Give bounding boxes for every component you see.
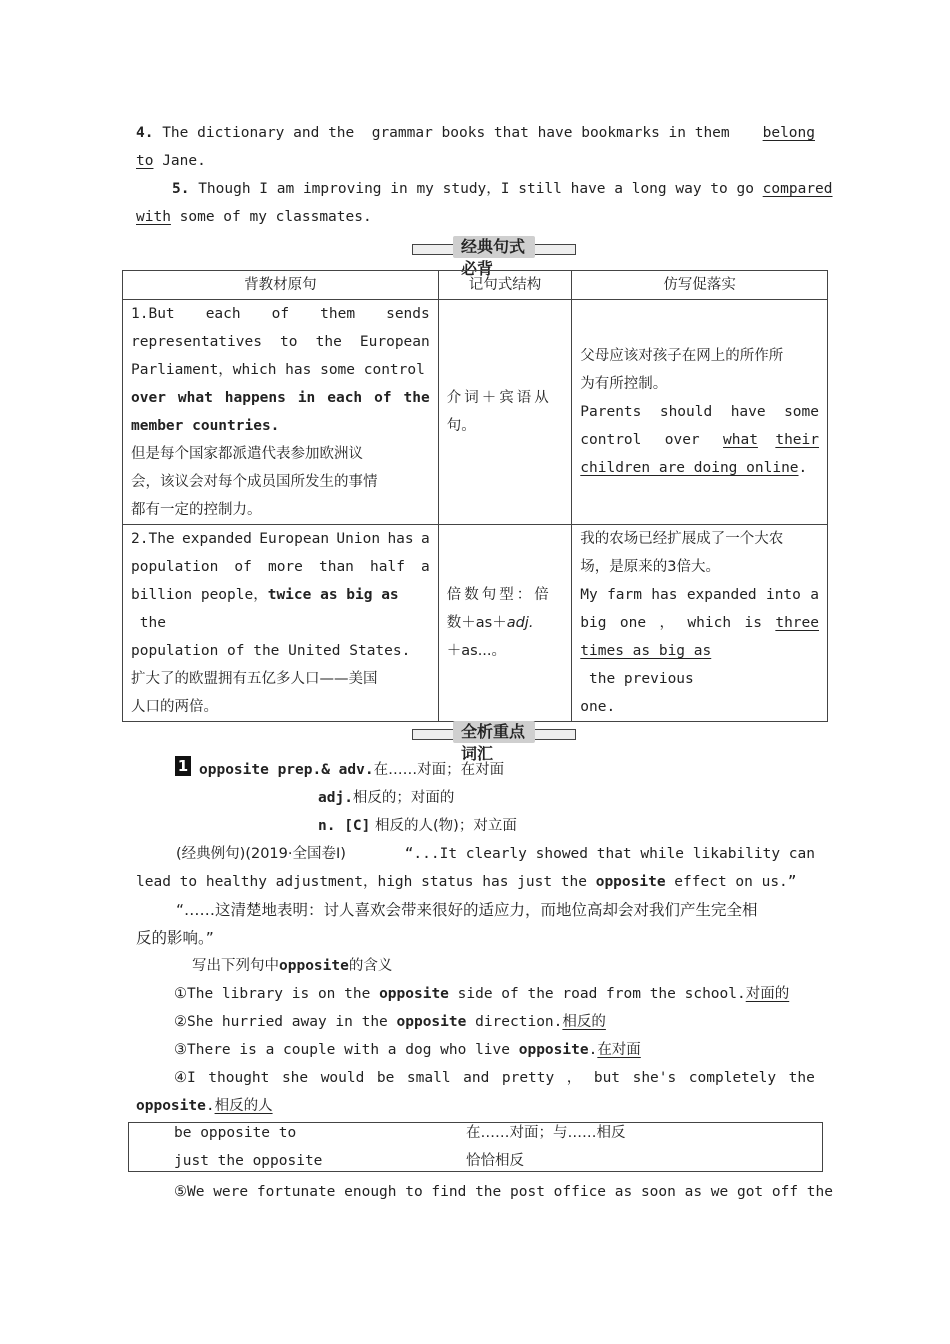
- exercise-4-line1: ④I thought she would be small and pretty ， but she's completely the: [174, 1070, 815, 1086]
- translation-line: 扩大了的欧盟拥有五亿多人口——美国: [131, 671, 378, 687]
- phrase-en: just the opposite: [174, 1153, 323, 1169]
- table-header-row: [123, 271, 828, 300]
- example-line1: [176, 840, 815, 868]
- practice-cell: [572, 525, 828, 722]
- practice-cn-line: 我的农场已经扩展成了一个大农: [580, 531, 784, 547]
- answer-text: times as big as: [580, 643, 712, 659]
- text-line: My farm has expanded into a: [580, 587, 819, 603]
- table-row: [123, 300, 828, 525]
- text-line: children are doing online.: [580, 460, 808, 476]
- exercise-3: ③There is a couple with a dog who live opposite.在对面: [174, 1042, 641, 1058]
- translation-line: 都有一定的控制力。: [131, 502, 262, 518]
- task-instruction: [192, 952, 392, 980]
- vocab-adj-line: [318, 784, 454, 812]
- text-line: population of the United States.: [131, 643, 411, 659]
- structure-line: ＋as...。: [446, 643, 507, 659]
- practice-cn-line: 父母应该对孩子在网上的所作所: [580, 348, 784, 364]
- example-label: (经典例句)(2019·全国卷Ⅰ): [176, 846, 346, 862]
- column-header: 仿写促落实: [572, 271, 828, 300]
- text-line-bold: over what happens in each of the: [131, 390, 430, 406]
- structure-line: 句。: [446, 418, 476, 434]
- structure-line: 倍数句型：倍: [446, 587, 552, 603]
- phrase-en: be opposite to: [174, 1125, 297, 1141]
- example-text: effect on us.”: [665, 874, 797, 890]
- text-line: 1.But each of them sends: [131, 306, 430, 322]
- text-line: 2.The expanded European Union has a: [131, 531, 430, 547]
- phrase-box: [128, 1122, 823, 1172]
- vocab-noun-line: [318, 812, 517, 840]
- answer-text: compared: [762, 181, 833, 197]
- part-of-speech: n. [C]: [318, 818, 371, 834]
- column-header: 记句式结构: [438, 271, 572, 300]
- phrase-cn: 恰恰相反: [466, 1153, 524, 1169]
- answer-text: with: [136, 209, 171, 225]
- original-sentence-cell: [123, 300, 439, 525]
- phrase-cn: 在……对面；与……相反: [466, 1125, 626, 1141]
- item-5-line1: [172, 175, 833, 203]
- practice-cn-line: 为有所控制。: [580, 376, 668, 392]
- section-title: 经典句式必背: [453, 236, 535, 258]
- text-line-bold: member countries.: [131, 418, 280, 434]
- structure-line: 数＋as＋adj.: [446, 615, 534, 631]
- original-sentence-cell: [123, 525, 439, 722]
- example-translation2: 反的影响。”: [136, 929, 214, 947]
- instruction-text: 的含义: [348, 958, 393, 974]
- section-banner-sentences: [412, 237, 576, 278]
- item-4-line2: [136, 147, 206, 175]
- answer-text: 相反的人: [214, 1098, 273, 1114]
- vocab-headword-line: [199, 756, 504, 784]
- text-line: population of more than half a: [131, 559, 430, 575]
- text-line: billion people，twice as big as the: [131, 587, 399, 631]
- translation-line: 人口的两倍。: [131, 699, 218, 715]
- keyword: opposite: [595, 874, 666, 890]
- section-banner-vocab: [412, 722, 576, 763]
- item-text: some of my classmates.: [170, 209, 372, 225]
- practice-cn-line: 场，是原来的3倍大。: [580, 559, 721, 575]
- vocab-number-badge: 1: [175, 756, 191, 776]
- text-line: big one ， which is three: [580, 609, 819, 637]
- section-title: 全析重点词汇: [453, 721, 535, 743]
- text-line: times as big as the previous: [580, 643, 712, 687]
- exercise-5: ⑤We were fortunate enough to find the post office as soon as we got off the: [174, 1184, 833, 1200]
- meaning: 相反的人(物)；对立面: [370, 818, 517, 834]
- structure-cell: [438, 300, 572, 525]
- answer-text: to: [136, 153, 154, 169]
- answer-text: 对面的: [745, 986, 790, 1002]
- part-of-speech: adj.: [318, 790, 353, 806]
- answer-text: three: [775, 615, 819, 631]
- answer-text: belong: [762, 125, 815, 141]
- example-translation1: “……这清楚地表明：讨人喜欢会带来很好的适应力，而地位高却会对我们产生完全相: [176, 901, 758, 919]
- exercise-2: ②She hurried away in the opposite direction.相反的: [174, 1014, 606, 1030]
- translation-line: 但是每个国家都派遣代表参加欧洲议: [131, 446, 363, 462]
- meaning: 相反的；对面的: [352, 790, 455, 806]
- column-header: 背教材原句: [123, 271, 439, 300]
- item-text: The dictionary and the grammar books that have bookmarks in them: [153, 125, 739, 141]
- table-row: [123, 525, 828, 722]
- text-line: representatives to the European: [131, 334, 430, 350]
- exercise-4-line2: opposite.相反的人: [136, 1098, 273, 1114]
- example-line2: [136, 868, 797, 896]
- text-line: one.: [580, 699, 616, 715]
- text-line: Parents should have some: [580, 404, 819, 420]
- item-number: 5.: [172, 181, 190, 197]
- structure-cell: [438, 525, 572, 722]
- answer-text: 相反的: [562, 1014, 606, 1030]
- text-line: control over what their: [580, 426, 819, 454]
- answer-text: children are doing online: [580, 460, 799, 476]
- structure-line: 介词＋宾语从: [446, 390, 552, 406]
- headword: opposite prep.& adv.: [199, 762, 374, 778]
- answer-text: what their: [723, 432, 819, 448]
- item-4-line1: [136, 119, 815, 147]
- practice-cell: [572, 300, 828, 525]
- instruction-text: 写出下列句中: [192, 958, 279, 974]
- keyword: opposite: [279, 958, 349, 974]
- sentence-table: [122, 270, 828, 722]
- item-5-line2: [136, 203, 372, 231]
- meaning: 在……对面；在对面: [373, 762, 505, 778]
- translation-line: 会，该议会对每个成员国所发生的事情: [131, 474, 378, 490]
- item-number: 4.: [136, 125, 154, 141]
- example-text: “...It clearly showed that while likability can: [404, 846, 815, 862]
- item-text: Though I am improving in my study，I still have a long way to go: [189, 181, 763, 197]
- exercise-1: ①The library is on the opposite side of the road from the school.对面的: [174, 986, 790, 1002]
- text-line: Parliament，which has some control: [131, 362, 425, 378]
- example-text: lead to healthy adjustment，high status has just the: [136, 874, 596, 890]
- item-text: Jane.: [153, 153, 206, 169]
- answer-text: 在对面: [597, 1042, 641, 1058]
